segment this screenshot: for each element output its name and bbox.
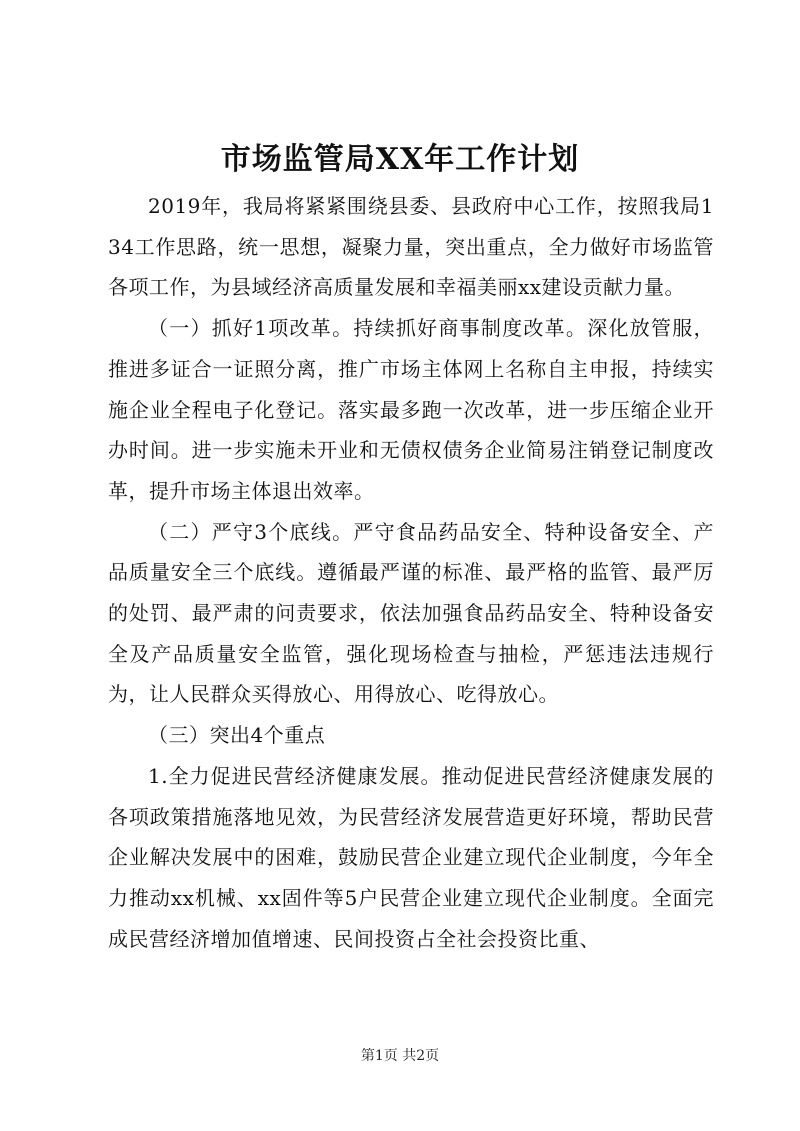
- paragraph-intro: 2019年，我局将紧紧围绕县委、县政府中心工作，按照我局134工作思路，统一思想，凝聚力量，突出重点，全力做好市场监管各项工作，为县域经济高质量发展和幸福美丽xx建设贡献力量。: [108, 194, 714, 300]
- paragraph-item-one: 1.全力促进民营经济健康发展。推动促进民营经济健康发展的各项政策措施落地见效，为民营经济发展营造更好环境，帮助民营企业解决发展中的困难，鼓励民营企业建立现代企业制度，今年全力推动xx机械、xx固件等5户民营企业建立现代企业制度。全面完成民营经济增加值增速、民间投资占全社会投资比重、: [108, 763, 714, 951]
- page-footer: 第1页 共2页: [360, 1048, 440, 1064]
- paragraph-section-one: （一）抓好1项改革。持续抓好商事制度改革。深化放管服，推进多证合一证照分离，推广市场主体网上名称自主申报，持续实施企业全程电子化登记。落实最多跑一次改革，进一步压缩企业开办时间。进一步实施未开业和无债权债务企业简易注销登记制度改革，提升市场主体退出效率。: [108, 316, 714, 503]
- paragraph-section-two: （二）严守3个底线。严守食品药品安全、特种设备安全、产品质量安全三个底线。遵循最严谨的标准、最严格的监管、最严厉的处罚、最严肃的问责要求，依法加强食品药品安全、特种设备安全及产品质量安全监管，强化现场检查与抽检，严惩违法违规行为，让人民群众买得放心、用得放心、吃得放心。: [108, 519, 714, 707]
- document-body: [108, 186, 714, 959]
- document-title: 市场监管局XX年工作计划: [220, 142, 580, 177]
- paragraph-section-three-heading: （三）突出4个重点: [148, 723, 326, 748]
